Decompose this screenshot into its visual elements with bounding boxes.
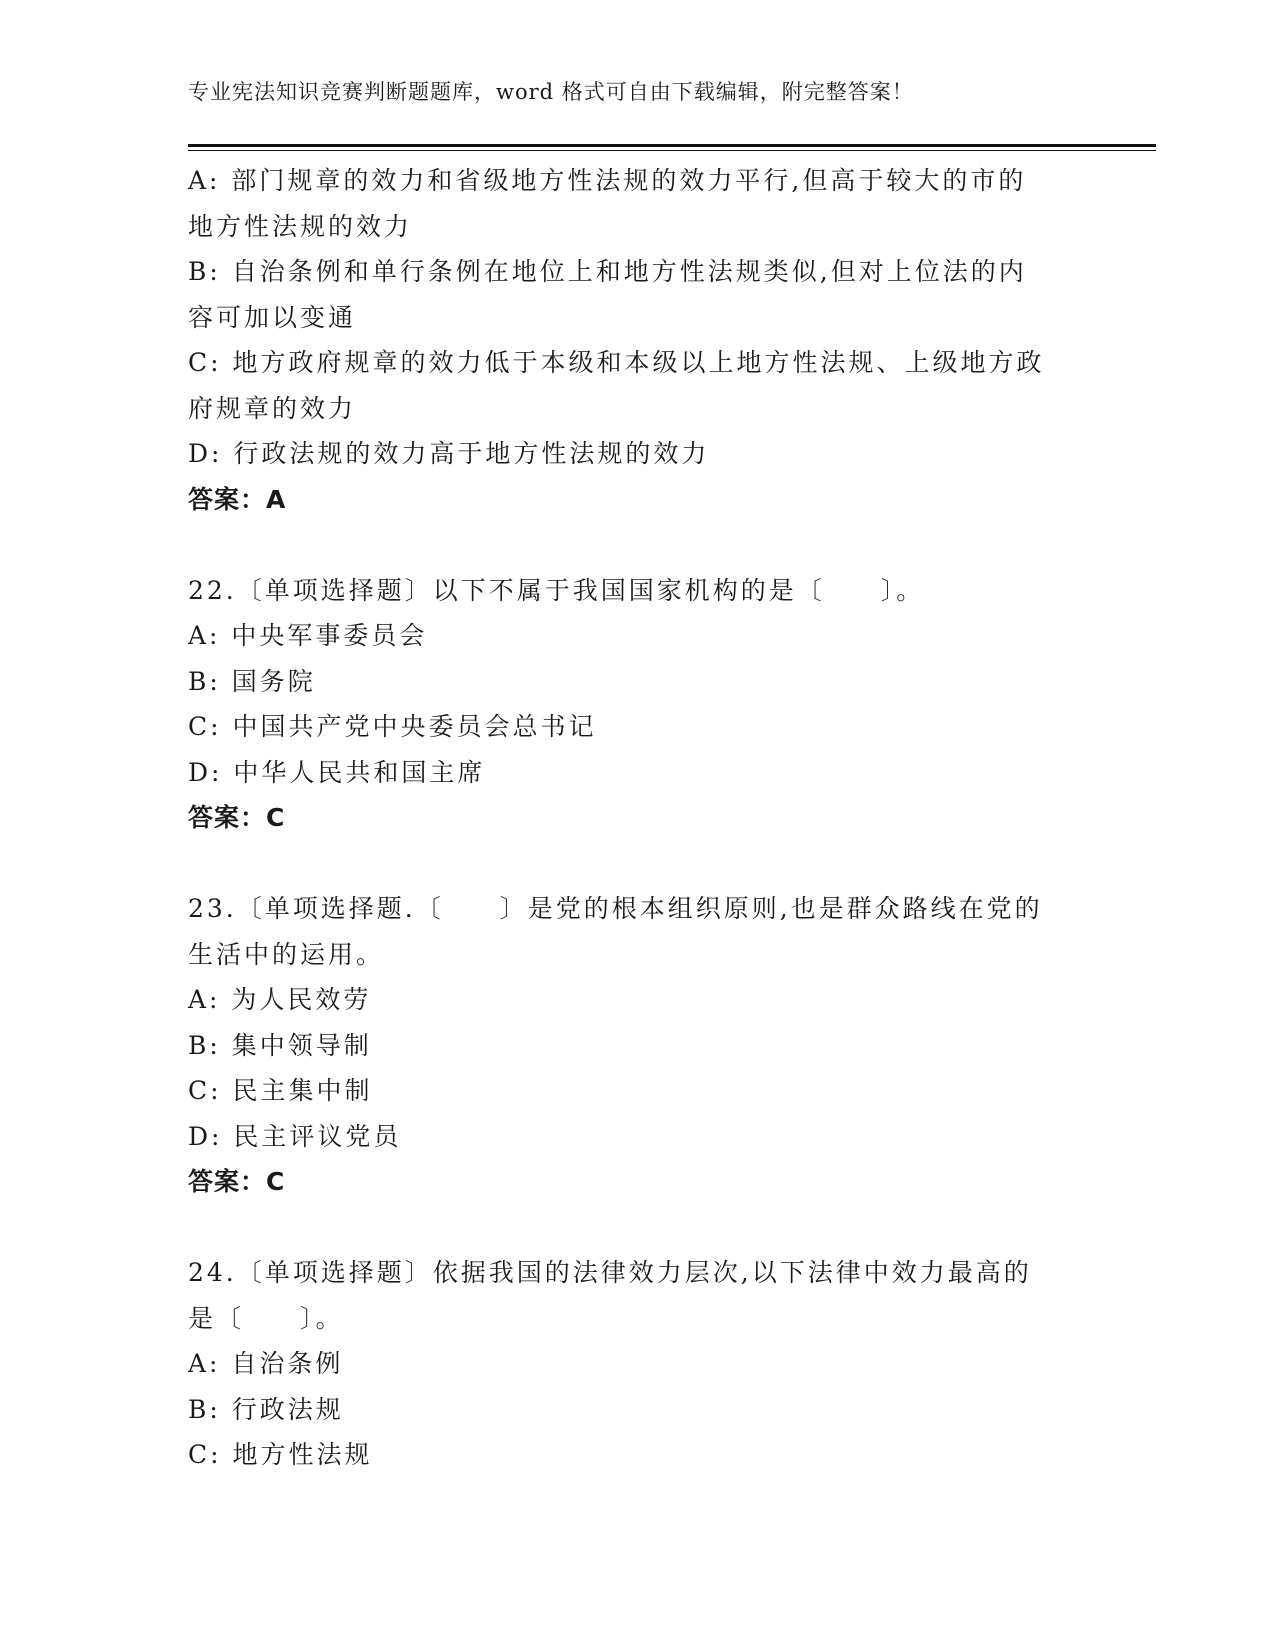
question-21-options bbox=[188, 158, 1068, 522]
option-line: D: 中华人民共和国主席 bbox=[188, 757, 486, 787]
question-stem-continued: 生活中的运用。 bbox=[188, 939, 385, 969]
option-line: B: 国务院 bbox=[188, 666, 316, 696]
option-line: C: 地方政府规章的效力低于本级和本级以上地方性法规、上级地方政 bbox=[188, 348, 1045, 377]
option-line: C: 中国共产党中央委员会总书记 bbox=[188, 712, 597, 741]
question-content bbox=[188, 158, 1068, 1478]
spacer bbox=[188, 522, 1068, 568]
option-line: D: 行政法规的效力高于地方性法规的效力 bbox=[188, 439, 710, 468]
answer-line: 答案：C bbox=[188, 1167, 286, 1196]
header-rule-thick bbox=[188, 144, 1156, 147]
option-line: 容可加以变通 bbox=[188, 302, 357, 332]
answer-line: 答案：A bbox=[188, 484, 287, 514]
option-line: D: 民主评议党员 bbox=[188, 1121, 402, 1151]
option-line: B: 自治条例和单行条例在地位上和地方性法规类似,但对上位法的内 bbox=[188, 257, 1027, 286]
question-stem: 24.〔单项选择题〕依据我国的法律效力层次,以下法律中效力最高的 bbox=[188, 1258, 1032, 1287]
spacer bbox=[188, 841, 1068, 887]
option-line: C: 地方性法规 bbox=[188, 1440, 373, 1469]
option-line: A: 中央军事委员会 bbox=[188, 621, 428, 650]
answer-line: 答案：C bbox=[188, 803, 286, 832]
option-line: B: 集中领导制 bbox=[188, 1030, 372, 1060]
question-22 bbox=[188, 568, 1068, 841]
option-line: 府规章的效力 bbox=[188, 393, 357, 423]
question-stem: 22.〔单项选择题〕以下不属于我国国家机构的是〔 〕。 bbox=[188, 575, 925, 605]
option-line: A: 自治条例 bbox=[188, 1349, 344, 1378]
header-rule-thin bbox=[188, 150, 1156, 151]
question-24 bbox=[188, 1250, 1068, 1478]
option-line: B: 行政法规 bbox=[188, 1394, 344, 1424]
question-23 bbox=[188, 886, 1068, 1205]
option-line: A: 为人民效劳 bbox=[188, 985, 372, 1014]
page-header: 专业宪法知识竞赛判断题题库，word 格式可自由下载编辑，附完整答案！ bbox=[188, 80, 914, 104]
spacer bbox=[188, 1205, 1068, 1251]
question-stem-continued: 是〔 〕。 bbox=[188, 1303, 344, 1333]
option-line: A: 部门规章的效力和省级地方性法规的效力平行,但高于较大的市的 bbox=[188, 166, 1027, 195]
option-line: 地方性法规的效力 bbox=[188, 211, 413, 241]
option-line: C: 民主集中制 bbox=[188, 1076, 373, 1105]
question-stem: 23.〔单项选择题.〔 〕是党的根本组织原则,也是群众路线在党的 bbox=[188, 894, 1043, 923]
